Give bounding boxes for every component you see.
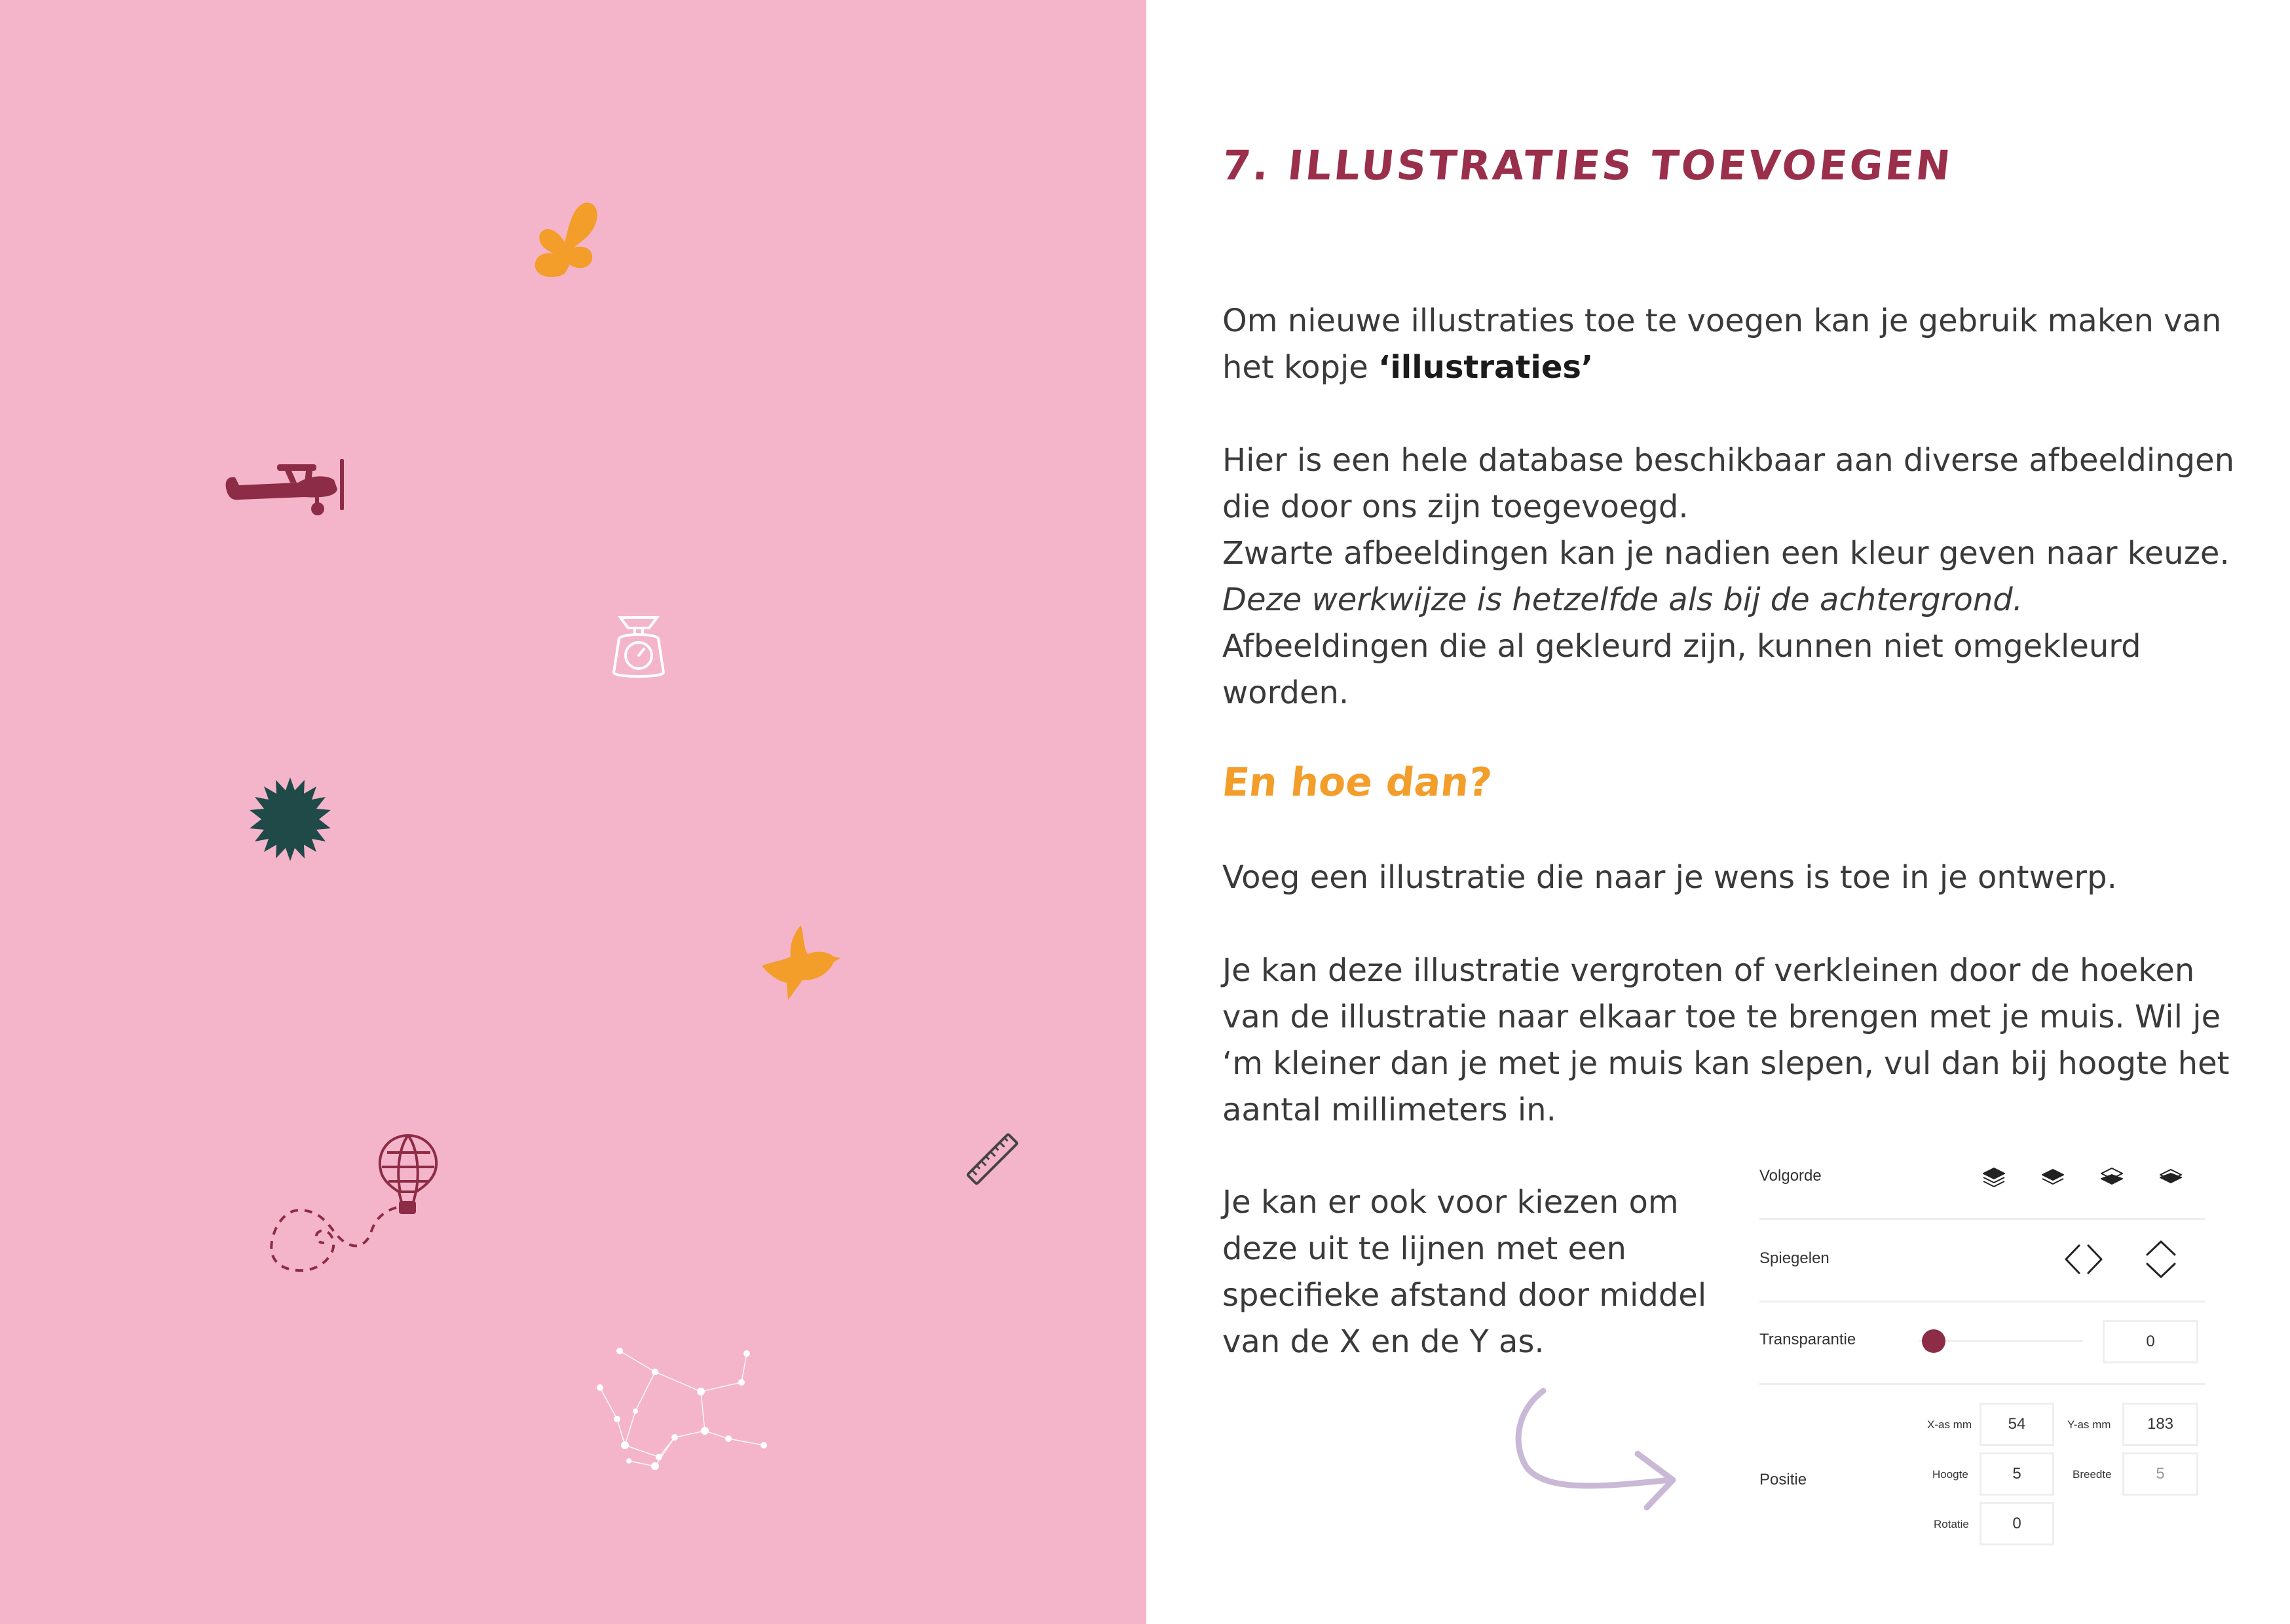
airplane-icon: [219, 449, 357, 521]
y-axis-input[interactable]: 183: [2122, 1403, 2198, 1446]
rotation-label: Rotatie: [1934, 1518, 1969, 1530]
order-row: [1759, 1153, 2205, 1220]
height-input[interactable]: 5: [1980, 1452, 2054, 1496]
section-subtitle: En hoe dan?: [1220, 760, 1494, 805]
step-2-paragraph: Je kan deze illustratie vergroten of verkleinen door de hoeken van de illustratie naar elkaar toe te brengen met je muis. Wil je ‘m kleiner dan je met je muis kan slepen, vul dan bij hoogte het aantal millimeters in.: [1222, 952, 2230, 1128]
position-label: Positie: [1759, 1471, 1807, 1488]
x-axis-label: X-as mm: [1927, 1418, 1972, 1431]
illustraties-keyword: ‘illustraties’: [1378, 349, 1594, 386]
x-axis-input[interactable]: 54: [1980, 1403, 2054, 1446]
curved-arrow-icon: [1507, 1382, 1690, 1519]
page-title: 7. ILLUSTRATIES TOEVOEGEN: [1220, 141, 1955, 189]
transparency-label: Transparantie: [1759, 1331, 1856, 1348]
rotation-input[interactable]: 0: [1980, 1502, 2054, 1545]
kitchen-scale-icon: [606, 612, 671, 684]
database-line-1: Hier is een hele database beschikbaar aan diverse afbeeldingen die door ons zijn toegevoegd.: [1222, 442, 2235, 525]
mirror-row: [1759, 1218, 2205, 1302]
send-to-back-icon[interactable]: [2158, 1164, 2184, 1190]
database-paragraph: [1222, 437, 2244, 716]
constellation-icon: [590, 1333, 806, 1483]
flip-vertical-icon[interactable]: [2139, 1238, 2183, 1281]
y-axis-label: Y-as mm: [2067, 1418, 2111, 1431]
position-row: [1759, 1383, 2205, 1566]
hot-air-balloon-icon: [259, 1126, 449, 1297]
butterfly-icon: [524, 196, 616, 288]
height-label: Hoogte: [1932, 1468, 1968, 1481]
step-3-paragraph: Je kan er ook voor kiezen om deze uit te lijnen met een specifieke afstand door middel van de X en de Y as.: [1222, 1184, 1707, 1360]
bring-forward-icon[interactable]: [2040, 1164, 2066, 1190]
transparency-row: [1759, 1301, 2205, 1385]
width-input[interactable]: 5: [2122, 1452, 2198, 1496]
starburst-icon: [246, 775, 335, 864]
order-label: Volgorde: [1759, 1167, 1822, 1185]
ruler-icon: [960, 1126, 1025, 1192]
transparency-input[interactable]: 0: [2103, 1320, 2198, 1363]
database-line-3: Afbeeldingen die al gekleurd zijn, kunnen niet omgekleurd worden.: [1222, 628, 2141, 711]
intro-text: Om nieuwe illustraties toe te voegen kan je gebruik maken van het kopje: [1222, 303, 2222, 386]
mirror-label: Spiegelen: [1759, 1249, 1830, 1267]
flip-horizontal-icon[interactable]: [2062, 1238, 2105, 1281]
bird-icon: [757, 920, 842, 1005]
database-line-2: Zwarte afbeeldingen kan je nadien een kleur geven naar keuze.: [1222, 535, 2230, 572]
transparency-slider-thumb[interactable]: [1922, 1329, 1945, 1353]
intro-paragraph: [1222, 298, 2244, 391]
database-line-2-italic: Deze werkwijze is hetzelfde als bij de achtergrond.: [1222, 581, 2023, 618]
step-1-paragraph: Voeg een illustratie die naar je wens is toe in je ontwerp.: [1222, 859, 2117, 896]
bring-to-front-icon[interactable]: [1981, 1164, 2007, 1190]
width-label: Breedte: [2073, 1468, 2112, 1481]
send-backward-icon[interactable]: [2099, 1164, 2125, 1190]
